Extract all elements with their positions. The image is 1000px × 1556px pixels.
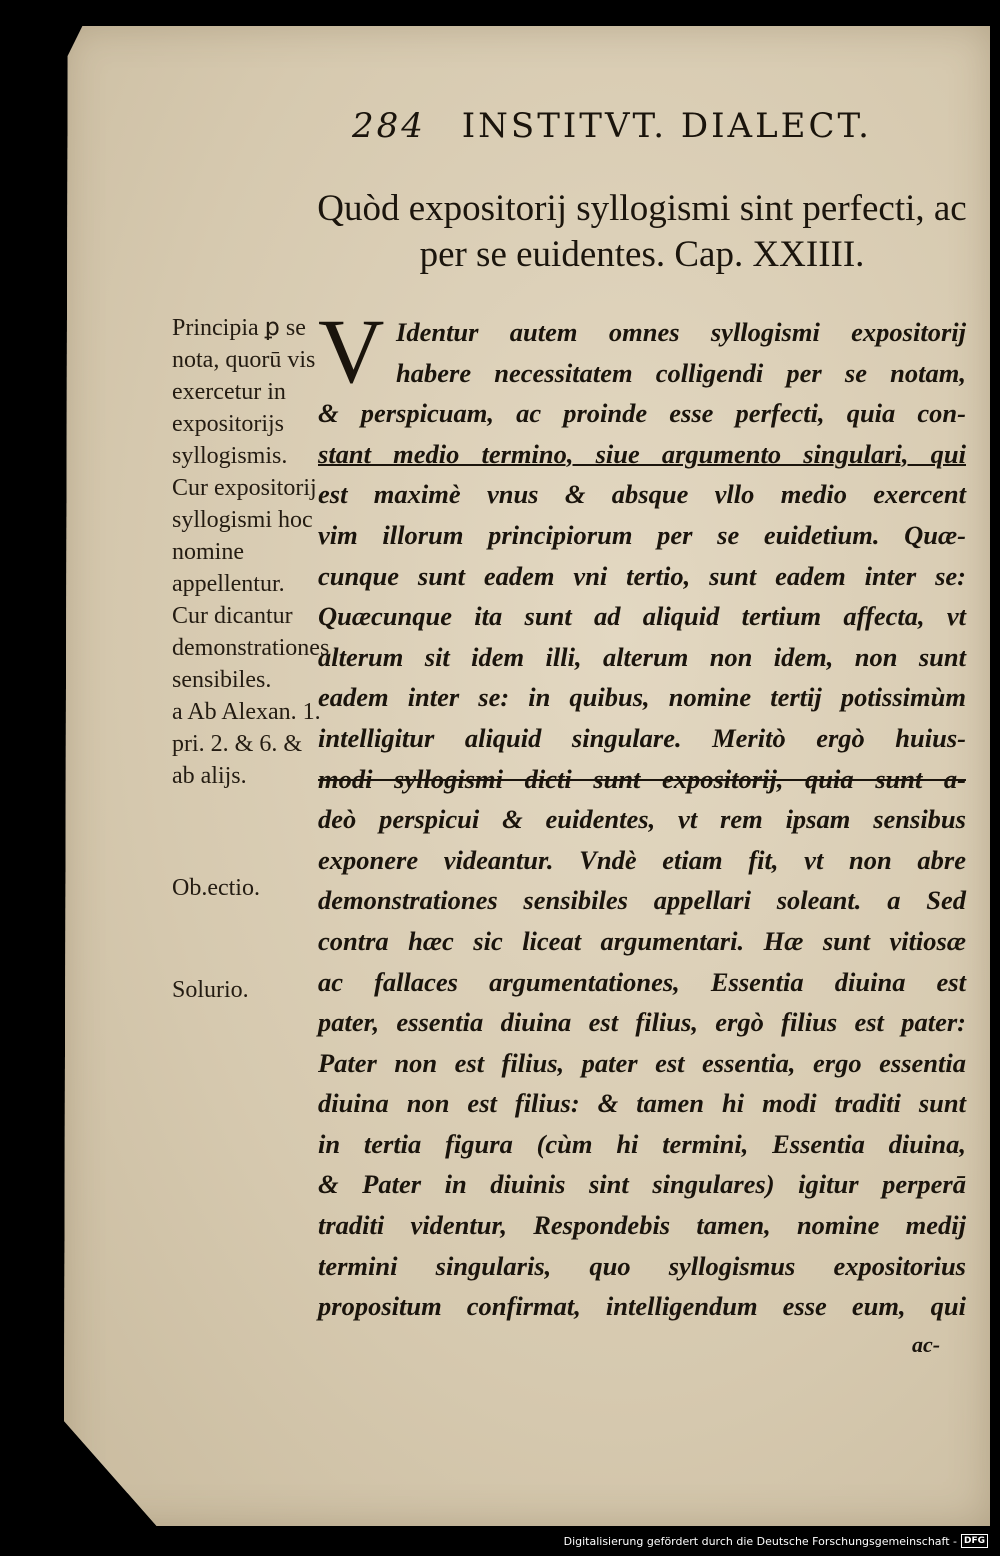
body-line: termini singularis, quo syllogismus expositorius: [318, 1250, 966, 1281]
body-line: habere necessitatem colligendi per se notam,: [396, 357, 966, 388]
margin-note-solutio: Solurio.: [172, 977, 249, 1003]
body-line: & Pater in diuinis sint singulares) igitur perperā: [318, 1169, 966, 1200]
body-line: contra hæc sic liceat argumentari. Hæ sunt vitiosæ: [318, 925, 966, 956]
margin-note-cur-dicantur: Cur dicantur demonstrationes sensibiles.: [172, 603, 330, 693]
body-line: traditi videntur, Respondebis tamen, nomine medij: [318, 1210, 966, 1241]
body-line: propositum confirmat, intelligendum esse eum, qui: [318, 1291, 966, 1322]
digitization-credit: [564, 1534, 988, 1548]
body-line: intelligitur aliquid singulare. Meritò ergò huius-: [318, 722, 966, 753]
credit-text: Digitalisierung gefördert durch die Deutsche Forschungsgemeinschaft -: [563, 1534, 957, 1548]
body-line-struck: modi syllogismi dicti sunt expositorij, quia sunt a-: [318, 763, 966, 794]
chapter-title: Quòd expositorij syllogismi sint perfecti, ac per se euidentes. Cap. XXIIII.: [317, 188, 967, 275]
body-line: & perspicuam, ac proinde esse perfecti, quia con-: [318, 398, 966, 429]
page-number: 284: [352, 106, 426, 146]
margin-note-cur-expositorij: Cur expositorij syllogismi hoc nomine appellentur.: [172, 475, 317, 597]
body-line: Pater non est filius, pater est essentia, ergo essentia: [318, 1047, 966, 1078]
running-title: INSTITVT. DIALECT.: [461, 106, 872, 146]
body-line: est maximè vnus & absque vllo medio exercent: [318, 479, 966, 510]
body-line: demonstrationes sensibiles appellari soleant. a Sed: [318, 885, 966, 916]
margin-notes: [172, 312, 330, 1006]
body-line: Identur autem omnes syllogismi expositorij: [396, 317, 966, 347]
body-line: stant medio termino, siue argumento singulari, qui: [318, 438, 966, 469]
body-line: ac fallaces argumentationes, Essentia diuina est: [318, 966, 966, 997]
margin-note-principia: Principia ꝑ se nota, quorū vis exercetur in expositorijs syllogismis.: [172, 315, 316, 469]
body-line: deò perspicui & euidentes, vt rem ipsam sensibus: [318, 804, 966, 835]
body-line: alterum sit idem illi, alterum non idem, non sunt: [318, 641, 966, 672]
running-header: [352, 106, 872, 146]
body-line: cunque sunt eadem vni tertio, sunt eadem inter se:: [318, 560, 966, 591]
body-line: eadem inter se: in quibus, nomine tertij potissimùm: [318, 682, 966, 713]
body-line: diuina non est filius: & tamen hi modi traditi sunt: [318, 1088, 966, 1119]
margin-note-objectio: Ob.ectio.: [172, 875, 260, 901]
drop-cap: V: [318, 300, 385, 402]
body-text: [318, 312, 966, 1327]
body-line: in tertia figura (cùm hi termini, Essentia diuina,: [318, 1128, 966, 1159]
body-line: pater, essentia diuina est filius, ergò filius est pater:: [318, 1007, 966, 1038]
dfg-logo: DFG: [961, 1534, 988, 1548]
catchword: ac-: [912, 1332, 941, 1357]
body-line: exponere videantur. Vndè etiam fit, vt non abre: [318, 844, 966, 875]
body-line: Quæcunque ita sunt ad aliquid tertium affecta, vt: [318, 601, 966, 632]
margin-note-reference: a Ab Alexan. 1. pri. 2. & 6. & ab alijs.: [172, 699, 321, 789]
body-line: vim illorum principiorum per se euidetium. Quæ-: [318, 519, 966, 550]
